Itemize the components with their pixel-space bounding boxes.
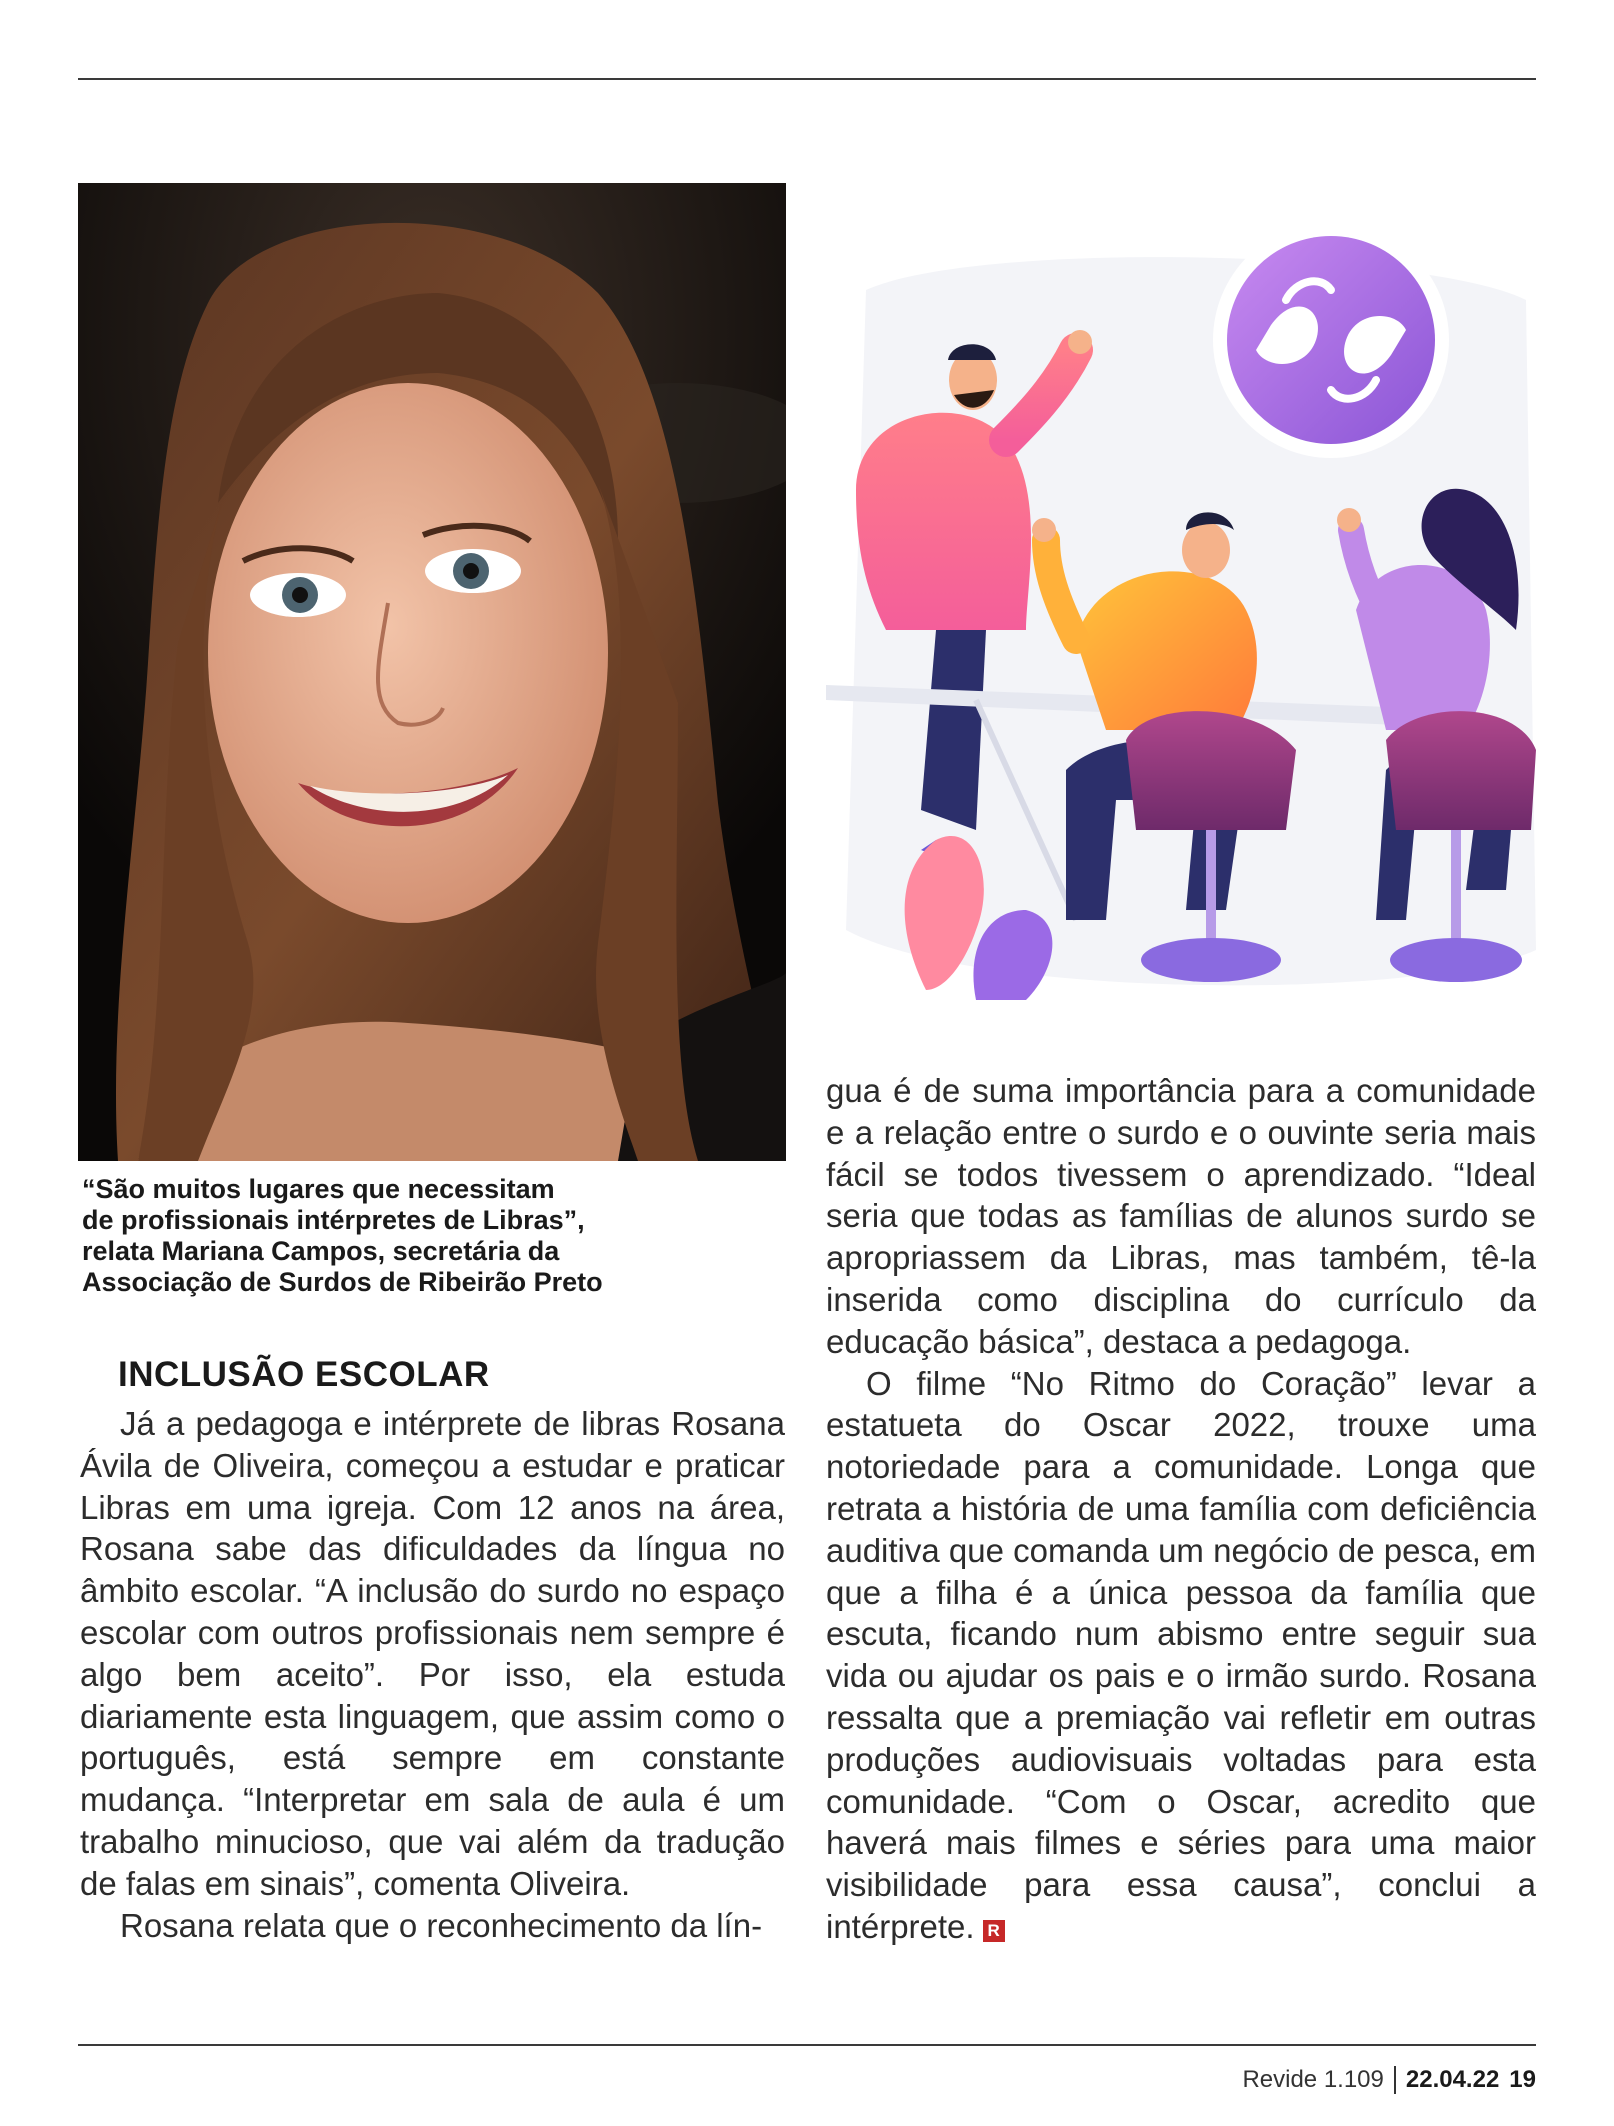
caption-line: “São muitos lugares que necessitam (82, 1174, 555, 1204)
paragraph: Rosana relata que o reconhecimento da lín- (120, 1906, 763, 1944)
caption-line: relata Mariana Campos, secretária da (82, 1236, 560, 1266)
paragraph: Já a pedagoga e intérprete de libras Rosana Ávila de Oliveira, começou a estudar e praticar Libras em uma igreja. Com 12 anos na área, Rosana sabe das dificuldades da língua no âmbito escolar. “A inclusão do surdo no espaço escolar com outros profissionais nem sempre é algo bem aceito”. Por isso, ela estuda diariamente esta linguagem, que assim como o português, está sempre em constante mudança. “Interpretar em sala de aula é um trabalho minucioso, que vai além da tradução de falas em sinais”, comenta Oliveira. (80, 1405, 785, 1902)
paragraph: gua é de suma importância para a comunidade e a relação entre o surdo e o ouvinte seria mais fácil se todos tivessem o aprendizado. “Ideal seria que todas as famílias de alunos surdo se apropriassem da Libras, mas também, tê-la inserida como disciplina do currículo da educação básica”, destaca a pedagoga. (826, 1072, 1536, 1360)
publication-name: Revide 1.109 (1242, 2066, 1384, 2093)
end-of-article-mark: R (983, 1920, 1005, 1942)
caption-line: Associação de Surdos de Ribeirão Preto (82, 1267, 603, 1297)
sign-language-hands-icon (1213, 230, 1449, 458)
right-column (826, 1070, 1536, 1948)
photo-caption (82, 1174, 782, 1298)
left-column (80, 1403, 785, 1946)
page-footer (1242, 2066, 1536, 2094)
bottom-rule (78, 2044, 1536, 2046)
paragraph-final (826, 1363, 1536, 1948)
caption-line: de profissionais intérpretes de Libras”, (82, 1205, 585, 1235)
issue-date: 22.04.22 (1405, 2066, 1500, 2093)
paragraph-text: O filme “No Ritmo do Coração” levar a estatueta do Oscar 2022, trouxe uma notoriedade para a comunidade. Longa que retrata a história de uma família com deficiência auditiva que comanda um negócio de pesca, em que a filha é a única pessoa da família que escuta, ficando num abismo entre seguir sua vida ou ajudar os pais e o irmão surdo. Rosana ressalta que a premiação vai refletir em outras produções audiovisuais voltadas para esta comunidade. “Com o Oscar, acredito que haverá mais filmes e séries para uma maior visibilidade para essa causa”, conclui a intérprete. (826, 1364, 1536, 1945)
section-heading: INCLUSÃO ESCOLAR (118, 1355, 490, 1394)
top-rule (78, 78, 1536, 80)
sign-language-illustration (826, 230, 1536, 1010)
footer-separator (1394, 2066, 1396, 2094)
page-number: 19 (1509, 2066, 1536, 2093)
portrait-photo (78, 183, 786, 1161)
